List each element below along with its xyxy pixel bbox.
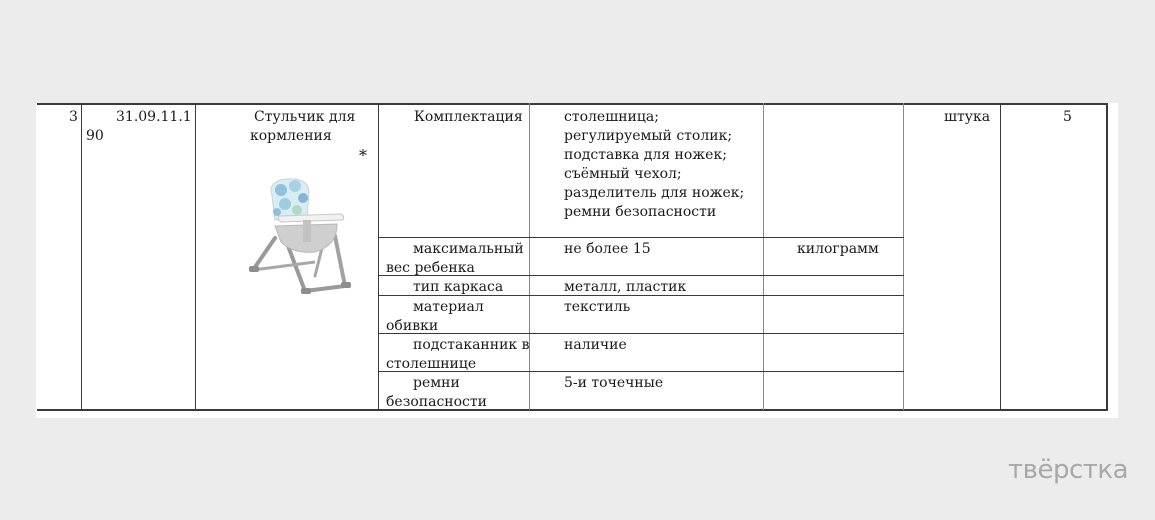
characteristic-value: столешница; [564, 109, 659, 125]
characteristic-name: максимальный [413, 241, 524, 257]
unit-of-measure: штука [944, 109, 991, 125]
characteristic-name: безопасности [386, 394, 487, 410]
characteristic-value: текстиль [564, 299, 631, 315]
watermark-logo: твёрстка [1008, 455, 1129, 485]
characteristic-value: не более 15 [564, 241, 651, 257]
characteristic-value: подставка для ножек; [564, 147, 727, 163]
characteristic-value: ремни безопасности [564, 204, 717, 220]
characteristic-value: 5-и точечные [564, 375, 664, 391]
characteristic-name: тип каркаса [413, 279, 504, 295]
characteristic-name: вес ребенка [386, 260, 475, 276]
characteristic-name: ремни [413, 375, 460, 391]
characteristic-name: столешнице [386, 356, 477, 372]
characteristic-value: регулируемый столик; [564, 128, 733, 144]
row-number: 3 [69, 109, 78, 125]
characteristic-value: съёмный чехол; [564, 166, 682, 182]
characteristic-name: подстаканник в [413, 337, 530, 353]
product-name-line2: кормления [250, 128, 332, 144]
characteristic-value: металл, пластик [564, 279, 687, 295]
characteristic-name: Комплектация [414, 109, 523, 125]
okpd-code-line1: 31.09.11.1 [116, 109, 192, 125]
okpd-code-line2: 90 [86, 128, 104, 144]
quantity: 5 [1063, 109, 1072, 125]
characteristic-name: обивки [386, 318, 439, 334]
high-chair-image [245, 176, 357, 298]
characteristic-unit: килограмм [797, 241, 879, 257]
characteristic-value: разделитель для ножек; [564, 185, 745, 201]
product-name-line1: Стульчик для [254, 109, 356, 125]
characteristic-value: наличие [564, 337, 627, 353]
footnote-mark: * [359, 146, 367, 165]
characteristic-name: материал [413, 299, 484, 315]
